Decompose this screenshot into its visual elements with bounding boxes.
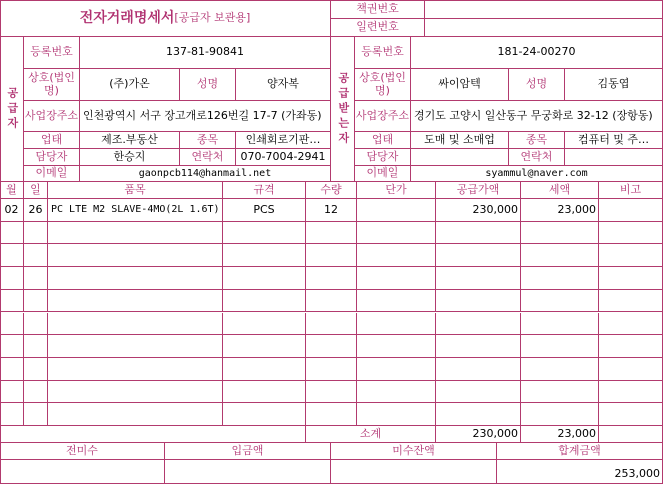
supplier-addr: 인천광역시 서구 장고개로126번길 17-7 (가좌동) [80, 101, 331, 132]
subtotal-supply: 230,000 [436, 426, 521, 443]
book-no-label: 책권번호 [331, 0, 425, 19]
buyer-type: 도매 및 소매업 [411, 132, 509, 149]
cell-qty [306, 290, 357, 313]
col-header-unit-price: 단가 [357, 182, 436, 199]
buyer-manager [411, 149, 509, 166]
document-title [0, 0, 331, 37]
cell-unit-price [357, 358, 436, 381]
cell-note [599, 267, 663, 290]
cell-item [48, 403, 223, 426]
supplier-reg-no: 137-81-90841 [80, 37, 331, 69]
cell-day: 26 [24, 199, 48, 222]
paid-label: 입금액 [165, 443, 331, 460]
buyer-reg-no: 181-24-00270 [411, 37, 663, 69]
cell-tax [521, 335, 599, 358]
cell-item [48, 267, 223, 290]
cell-qty [306, 335, 357, 358]
subtotal-label: 소계 [306, 426, 436, 443]
cell-unit-price [357, 199, 436, 222]
cell-note [599, 381, 663, 404]
supplier-contact-label: 연락처 [180, 149, 236, 166]
cell-qty [306, 244, 357, 267]
cell-tax [521, 313, 599, 336]
cell-spec [223, 313, 306, 336]
cell-month [0, 290, 24, 313]
cell-month: 02 [0, 199, 24, 222]
cell-supply-amount [436, 313, 521, 336]
cell-spec [223, 222, 306, 245]
cell-day [24, 335, 48, 358]
buyer-contact [565, 149, 663, 166]
cell-note [599, 199, 663, 222]
cell-spec [223, 403, 306, 426]
col-header-supply-amount: 공급가액 [436, 182, 521, 199]
cell-spec [223, 290, 306, 313]
cell-unit-price [357, 222, 436, 245]
total-label: 합계금액 [497, 443, 663, 460]
cell-qty [306, 313, 357, 336]
supplier-email: gaonpcb114@hanmail.net [80, 166, 331, 182]
supplier-item-label: 종목 [180, 132, 236, 149]
cell-spec [223, 381, 306, 404]
cell-note [599, 358, 663, 381]
cell-note [599, 244, 663, 267]
cell-item: PC LTE M2 SLAVE-4MO(2L 1.6T) [48, 199, 223, 222]
supplier-manager-label: 담당자 [24, 149, 80, 166]
subtotal-spacer [0, 426, 306, 443]
buyer-reg-label: 등록번호 [355, 37, 411, 69]
cell-qty [306, 358, 357, 381]
cell-supply-amount [436, 222, 521, 245]
supplier-email-label: 이메일 [24, 166, 80, 182]
buyer-type-label: 업태 [355, 132, 411, 149]
cell-day [24, 313, 48, 336]
cell-supply-amount: 230,000 [436, 199, 521, 222]
supplier-reg-label: 등록번호 [24, 37, 80, 69]
cell-unit-price [357, 403, 436, 426]
supplier-type-label: 업태 [24, 132, 80, 149]
remaining-label: 미수잔액 [331, 443, 497, 460]
cell-item [48, 313, 223, 336]
col-header-tax: 세액 [521, 182, 599, 199]
cell-spec [223, 244, 306, 267]
serial-no-value [425, 19, 663, 37]
col-header-note: 비고 [599, 182, 663, 199]
supplier-type: 제조.부동산 [80, 132, 180, 149]
cell-tax [521, 290, 599, 313]
cell-day [24, 267, 48, 290]
cell-note [599, 403, 663, 426]
cell-day [24, 222, 48, 245]
supplier-side-label: 공급자 [0, 37, 24, 182]
cell-supply-amount [436, 244, 521, 267]
cell-month [0, 335, 24, 358]
remaining-value [331, 460, 497, 484]
cell-unit-price [357, 313, 436, 336]
cell-supply-amount [436, 267, 521, 290]
cell-month [0, 358, 24, 381]
cell-tax [521, 403, 599, 426]
supplier-item: 인쇄회로기판… [236, 132, 331, 149]
cell-unit-price [357, 244, 436, 267]
cell-supply-amount [436, 381, 521, 404]
paid-value [165, 460, 331, 484]
serial-no-label: 일련번호 [331, 19, 425, 37]
cell-day [24, 358, 48, 381]
supplier-addr-label: 사업장주소 [24, 101, 80, 132]
supplier-name-label: 상호(법인명) [24, 69, 80, 101]
cell-tax [521, 381, 599, 404]
total-value: 253,000 [497, 460, 663, 484]
col-header-qty: 수량 [306, 182, 357, 199]
cell-item [48, 381, 223, 404]
cell-spec [223, 335, 306, 358]
cell-supply-amount [436, 358, 521, 381]
buyer-email: syammul@naver.com [411, 166, 663, 182]
cell-qty: 12 [306, 199, 357, 222]
cell-item [48, 222, 223, 245]
cell-item [48, 244, 223, 267]
cell-month [0, 381, 24, 404]
buyer-name-label: 상호(법인명) [355, 69, 411, 101]
title-text: 전자거래명세서 [79, 9, 175, 26]
col-header-spec: 규격 [223, 182, 306, 199]
buyer-rep: 김동엽 [565, 69, 663, 101]
cell-item [48, 358, 223, 381]
cell-tax [521, 244, 599, 267]
cell-month [0, 244, 24, 267]
cell-day [24, 244, 48, 267]
cell-unit-price [357, 267, 436, 290]
buyer-addr: 경기도 고양시 일산동구 무궁화로 32-12 (장항동) [411, 101, 663, 132]
cell-spec [223, 267, 306, 290]
cell-qty [306, 222, 357, 245]
cell-item [48, 290, 223, 313]
cell-spec: PCS [223, 199, 306, 222]
cell-tax [521, 267, 599, 290]
buyer-contact-label: 연락처 [509, 149, 565, 166]
supplier-name: (주)가온 [80, 69, 180, 101]
subtitle-text: [공급자 보관용] [174, 10, 251, 24]
buyer-addr-label: 사업장주소 [355, 101, 411, 132]
supplier-rep: 양자복 [236, 69, 331, 101]
cell-item [48, 335, 223, 358]
cell-day [24, 290, 48, 313]
buyer-manager-label: 담당자 [355, 149, 411, 166]
book-no-value [425, 0, 663, 19]
buyer-rep-label: 성명 [509, 69, 565, 101]
col-header-month: 월 [0, 182, 24, 199]
buyer-item: 컴퓨터 및 주… [565, 132, 663, 149]
cell-month [0, 403, 24, 426]
col-header-day: 일 [24, 182, 48, 199]
buyer-item-label: 종목 [509, 132, 565, 149]
cell-tax [521, 358, 599, 381]
cell-spec [223, 358, 306, 381]
subtotal-note [599, 426, 663, 443]
cell-note [599, 222, 663, 245]
supplier-manager: 한승지 [80, 149, 180, 166]
cell-qty [306, 403, 357, 426]
buyer-side-label: 공급받는자 [331, 37, 355, 182]
cell-note [599, 290, 663, 313]
cell-day [24, 381, 48, 404]
subtotal-tax: 23,000 [521, 426, 599, 443]
cell-qty [306, 267, 357, 290]
cell-month [0, 267, 24, 290]
buyer-name: 싸이암텍 [411, 69, 509, 101]
cell-tax [521, 222, 599, 245]
cell-month [0, 313, 24, 336]
supplier-contact: 070-7004-2941 [236, 149, 331, 166]
cell-tax: 23,000 [521, 199, 599, 222]
cell-unit-price [357, 290, 436, 313]
cell-supply-amount [436, 335, 521, 358]
buyer-email-label: 이메일 [355, 166, 411, 182]
prev-balance-label: 전미수 [0, 443, 165, 460]
cell-day [24, 403, 48, 426]
cell-note [599, 335, 663, 358]
supplier-rep-label: 성명 [180, 69, 236, 101]
cell-unit-price [357, 381, 436, 404]
cell-month [0, 222, 24, 245]
cell-supply-amount [436, 403, 521, 426]
cell-note [599, 313, 663, 336]
cell-unit-price [357, 335, 436, 358]
prev-balance-value [0, 460, 165, 484]
col-header-item: 품목 [48, 182, 223, 199]
cell-qty [306, 381, 357, 404]
cell-supply-amount [436, 290, 521, 313]
